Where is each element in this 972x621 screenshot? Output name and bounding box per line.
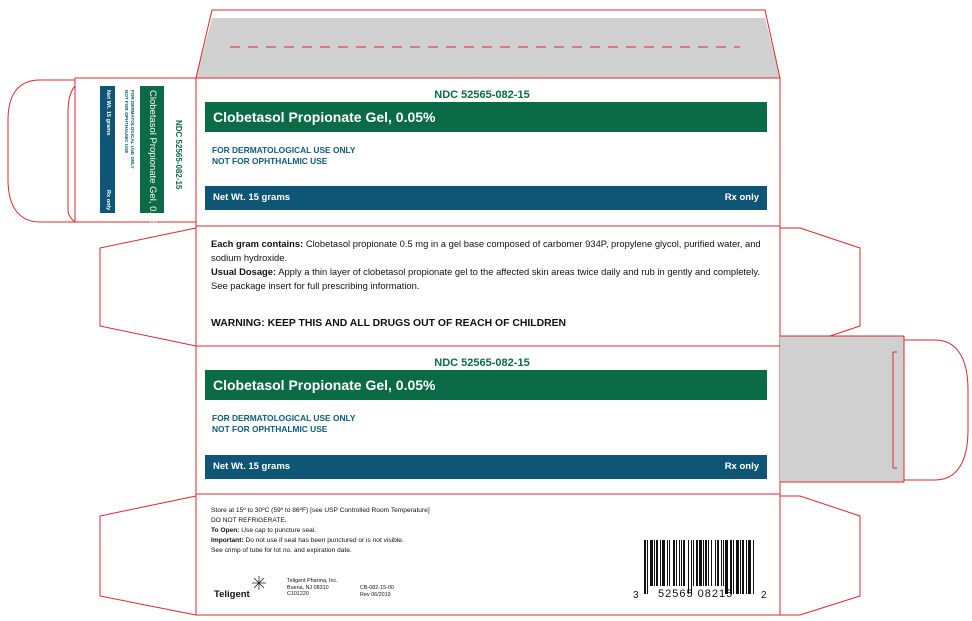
to-open-text: Use cap to puncture seal. xyxy=(241,527,317,534)
front2-usage-lines xyxy=(212,413,355,435)
front2-usage-line-2: NOT FOR OPHTHALMIC USE xyxy=(212,424,328,434)
barcode-bar xyxy=(679,540,680,586)
company-address xyxy=(287,578,338,598)
side-net-wt: Net Wt. 15 grams xyxy=(105,90,111,136)
barcode-bar xyxy=(660,540,661,586)
barcode-bar xyxy=(733,540,734,594)
teligent-logo xyxy=(212,574,268,602)
barcode-bar xyxy=(742,540,744,594)
barcode-bar xyxy=(746,540,747,594)
dosage-paragraph xyxy=(211,265,771,279)
barcode-bar xyxy=(669,540,670,586)
storage-info xyxy=(211,506,631,556)
barcode-bar xyxy=(725,540,728,594)
to-open-label: To Open: xyxy=(211,527,240,534)
dosage-label: Usual Dosage: xyxy=(211,266,277,277)
side-rx-only: Rx only xyxy=(105,190,111,211)
company-line-3: C101220 xyxy=(287,591,309,597)
barcode-bar xyxy=(667,540,668,586)
side-usage-line-1: FOR DERMATOLOGICAL USE ONLY xyxy=(130,90,135,169)
barcode-bar xyxy=(691,540,692,594)
to-open-line xyxy=(211,526,631,536)
barcode-bar xyxy=(688,540,689,594)
important-line xyxy=(211,536,631,546)
front2-net-wt-band xyxy=(205,455,767,479)
front2-ndc: NDC 52565-082-15 xyxy=(434,357,530,369)
side-usage-line-2: NOT FOR OPHTHALMIC USE xyxy=(124,90,129,154)
teligent-wordmark: Teligent xyxy=(214,589,250,600)
left-tuck-outline xyxy=(8,80,75,222)
barcode-bar xyxy=(717,540,719,586)
right-dust-flap-1 xyxy=(780,228,860,346)
front-net-wt-band xyxy=(205,186,767,210)
barcode-bar xyxy=(723,540,724,586)
barcode-bar xyxy=(693,540,694,586)
barcode-bar xyxy=(676,540,677,586)
no-refrigerate-line: DO NOT REFRIGERATE. xyxy=(211,517,287,524)
warning-text: WARNING: KEEP THIS AND ALL DRUGS OUT OF REACH OF CHILDREN xyxy=(211,318,567,329)
barcode-bar xyxy=(703,540,704,586)
insert-text: See package insert for full prescribing information. xyxy=(211,280,420,291)
barcode-bar xyxy=(654,540,655,586)
right-dust-flap-2 xyxy=(780,496,860,615)
left-dust-flap-1 xyxy=(100,228,196,346)
barcode-bar xyxy=(650,540,653,586)
front-rx-only: Rx only xyxy=(724,192,759,203)
back-panel-text xyxy=(211,237,771,293)
crimp-line: See crimp of tube for lot no. and expiration date. xyxy=(211,547,352,554)
company-line-1: Teligent Pharma, Inc. xyxy=(287,578,338,584)
code-line-2: Rev 06/2019 xyxy=(360,591,391,598)
barcode-bar xyxy=(715,540,716,586)
barcode-bar xyxy=(683,540,685,586)
barcode-bar xyxy=(644,540,646,594)
side-ndc: NDC 52565-082-15 xyxy=(174,120,183,190)
important-text: Do not use if seal has been punctured or is not visible. xyxy=(245,537,404,544)
right-glue-panel xyxy=(780,336,904,482)
each-gram-text: Clobetasol propionate 0.5 mg in a gel base composed of carbomer 934P, propylene glycol, purified water, and sodium hydroxide. xyxy=(211,238,761,263)
each-gram-paragraph xyxy=(211,237,771,265)
front2-net-wt: Net Wt. 15 grams xyxy=(213,461,291,472)
front-usage-lines xyxy=(212,145,355,167)
barcode-bar xyxy=(681,540,682,586)
dosage-text: Apply a thin layer of clobetasol propionate gel to the affected skin areas twice daily and rub in gently and completely. xyxy=(278,266,760,277)
barcode-bar xyxy=(696,540,698,586)
front2-product-name: Clobetasol Propionate Gel, 0.05% xyxy=(205,370,767,400)
right-tuck-outline xyxy=(904,340,968,480)
barcode-bar xyxy=(699,540,702,586)
barcode-bar xyxy=(711,540,712,586)
side-product-name: Clobetasol Propionate Gel, 0.05% xyxy=(147,90,158,234)
barcode-bar xyxy=(673,540,675,586)
left-dust-flap-2 xyxy=(100,496,196,615)
barcode-bar xyxy=(647,540,648,594)
revision-codes xyxy=(360,585,394,598)
barcode-bar xyxy=(662,540,665,586)
barcode-bar xyxy=(736,540,739,594)
code-line-1: CB-082-15-00 xyxy=(360,585,394,591)
barcode-bar xyxy=(748,540,751,594)
side-usage-lines xyxy=(123,90,135,169)
barcode-bar xyxy=(740,540,741,594)
front-usage-line-1: FOR DERMATOLOGICAL USE ONLY xyxy=(212,145,356,155)
barcode-bar xyxy=(721,540,722,586)
front2-usage-line-1: FOR DERMATOLOGICAL USE ONLY xyxy=(212,413,356,423)
front-ndc: NDC 52565-082-15 xyxy=(434,89,530,101)
important-label: Important: xyxy=(211,537,244,544)
top-glue-flap xyxy=(196,18,780,78)
barcode-left-digit: 3 xyxy=(633,590,639,601)
barcode-right-digit: 2 xyxy=(761,590,767,601)
barcode-bar xyxy=(753,540,754,594)
barcode-digits: 52565 08215 xyxy=(658,588,734,600)
barcode-bar xyxy=(705,540,707,586)
barcode-bar xyxy=(656,540,658,586)
front-product-name: Clobetasol Propionate Gel, 0.05% xyxy=(205,102,767,132)
front-usage-line-2: NOT FOR OPHTHALMIC USE xyxy=(212,156,328,166)
front2-rx-only: Rx only xyxy=(724,461,759,472)
store-line: Store at 15º to 30ºC (59º to 86ºF) [see USP Controlled Room Temperature] xyxy=(211,507,430,514)
front-net-wt: Net Wt. 15 grams xyxy=(213,192,291,203)
company-line-2: Buena, NJ 08310 xyxy=(287,584,329,591)
barcode-bar xyxy=(708,540,709,586)
each-gram-label: Each gram contains: xyxy=(211,238,304,249)
barcode-bar xyxy=(730,540,732,594)
